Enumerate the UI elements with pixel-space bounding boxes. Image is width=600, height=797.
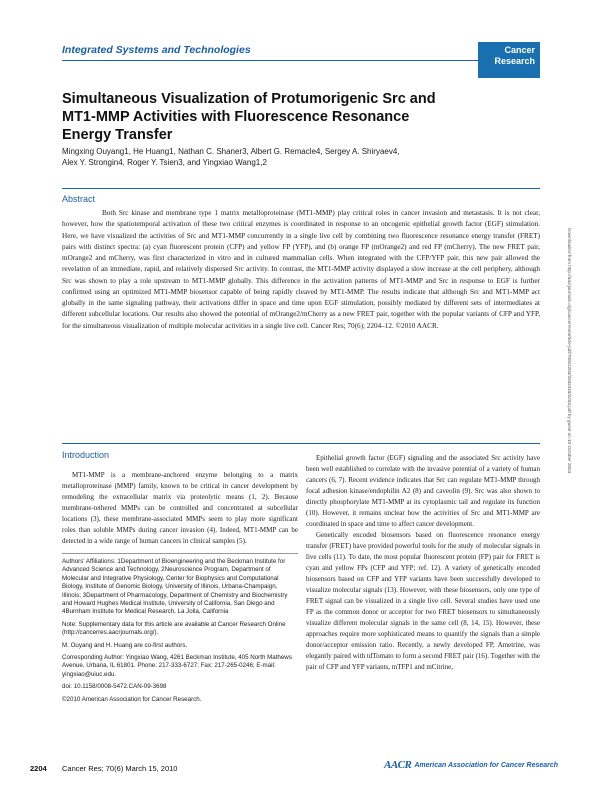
corresponding-note: Corresponding Author: Yingxiao Wang, 4261 Beckman Institute, 405 North Mathews Avenue, Urbana, IL 61801. Phone: 217-333-6727; Fax: 217-265-0246; E-mail: yingxiao@uiuc.edu.	[62, 654, 292, 678]
abstract-text	[62, 208, 540, 368]
authors-line1: Mingxing Ouyang1, He Huang1, Nathan C. Shaner3, Albert G. Remacle4, Sergey A. Shiryaev4,	[62, 147, 400, 156]
copyright-note: ©2010 American Association for Cancer Research.	[62, 695, 202, 703]
journal-name-line2: Research	[494, 56, 535, 66]
intro-right-column	[306, 453, 540, 673]
footer-citation: Cancer Res; 70(6) March 15, 2010	[62, 764, 178, 773]
intro-right-paragraph-1: Epithelial growth factor (EGF) signaling and the associated Src activity have been well established to correlate with the invasive potential of a variety of human cancers (6, 7). Recent evidence indicates that Src can regulate MT1-MMP through focal adhesion kinase/endophilin A2 (8) and caveolin (9). Src was also shown to directly phosphorylate MT1-MMP at its cytoplasmic tail and regulate its function (10). However, it remains unclear how the activities of Src and MT1-MMP are coordinated in space and time to affect cancer development.	[306, 454, 540, 528]
doi-note: doi: 10.1158/0008-5472.CAN-09-3698	[62, 683, 167, 691]
introduction-heading: Introduction	[62, 450, 110, 460]
intro-rule	[62, 443, 540, 444]
authors-line2: Alex Y. Strongin4, Roger Y. Tsien3, and Yingxiao Wang1,2	[62, 158, 267, 167]
section-label: Integrated Systems and Technologies	[62, 44, 251, 56]
intro-left-column	[62, 470, 298, 547]
intro-right-paragraph-2: Genetically encoded biosensors based on fluorescence resonance energy transfer (FRET) have provided powerful tools for the study of molecular signals in live cells (11). To date, the most popular fluorescent protein (FP) pair for FRET is cyan and yellow FPs (CFP and YFP; ref. 12). A variety of genetically encoded biosensors based on CFP and YFP variants have been successfully developed to visualize molecular signals (13). However, with these biosensors, only one type of FRET signal can be visualized in a single live cell. Several studies have used one FP as the common donor or acceptor for two FRET biosensors to simultaneously visualize different molecular signals in the same cell (8, 14, 15). However, these approaches require more sophisticated means to quantify the signals than a simple donor/acceptor emission ratio. Recently, a newly developed FP, Ametrine, was elegantly paired with tdTomato to form a second FRET pair (16). Together with the pair of CFP and YFP variants, mTFP1 and mCitrine,	[306, 531, 540, 671]
journal-name-line1: Cancer	[504, 45, 535, 55]
header-rule	[62, 60, 540, 61]
aacr-name: American Association for Cancer Research	[414, 761, 559, 769]
intro-left-paragraph: MT1-MMP is a membrane-anchored enzyme belonging to a matrix metalloproteinase (MMP) family, known to be critical in cancer development by remodeling the extracellular matrix via proteolytic means (1, 2). Because membrane-tethered MMPs can be controlled and concentrated at subcellular locations (3), these membrane-associated MMPs seem to play more significant roles than soluble MMPs during cancer invasion (4). Indeed, MT1-MMP can be detected in a wide range of human cancers in clinical samples (5).	[62, 471, 298, 545]
abstract-body: Both Src kinase and membrane type 1 matrix metalloproteinase (MT1-MMP) play critical roles in cancer invasion and metastasis. It is not clear, however, how the spatiotemporal activation of these two critical enzymes is coordinated in response to an oncogenic epithelial growth factor (EGF) stimulation. Here, we have visualized the activities of Src and MT1-MMP concurrently in a single live cell by combining two fluorescence resonance energy transfer (FRET) pairs with distinct spectra: (a) cyan fluorescent protein (CFP) and yellow FP (YFP), and (b) orange FP (mOrange2) and red FP (mCherry). The new FRET pair, mOrange2 and mCherry, was first characterized in vitro and in cultured mammalian cells. When integrated with the CFP/YFP pair, this new pair allowed the revelation of an immediate, rapid, and relatively dispersed Src activity. In contrast, the MT1-MMP activity displayed a slow increase at the cell periphery, although Src was shown to play a role upstream to MT1-MMP globally. This difference in the activation patterns of MT1-MMP and Src in response to EGF is further confirmed using an optimized MT1-MMP biosensor capable of being rapidly cleaved by MT1-MMP. The results indicate that although Src and MT1-MMP act globally in the same signaling pathway, their activations differ in space and time upon EGF stimulation, possibly mediated by different sets of intermediates at different subcellular locations. Our results also showed the potential of mOrange2/mCherry as a new FRET pair, together with the popular variants of CFP and YFP, for the simultaneous visualization of multiple molecular activities in a single live cell. Cancer Res; 70(6); 2204–12. ©2010 AACR.	[62, 209, 540, 330]
supplementary-note: Note: Supplementary data for this article are available at Cancer Research Online (http://cancerres.aacrjournals.org/).	[62, 620, 286, 637]
aacr-logo: AACR	[384, 759, 412, 771]
page-number: 2204	[30, 764, 47, 773]
abstract-heading: Abstract	[62, 194, 96, 204]
notes-rule	[62, 553, 298, 554]
aacr-logo-block	[384, 759, 558, 771]
download-note: Downloaded from http://aacrjournals.org/cancerres/article-pdf/70/6/2204/2632418/2204.pdf by guest on 10 October 2023	[567, 228, 572, 474]
cofirst-note: M. Ouyang and H. Huang are co-first authors.	[62, 641, 188, 649]
author-list	[62, 146, 482, 168]
article-title: Simultaneous Visualization of Protumorigenic Src and MT1-MMP Activities with Fluorescence Resonance Energy Transfer	[62, 91, 436, 143]
abstract-rule	[62, 188, 540, 189]
footnotes	[62, 558, 298, 708]
affiliations-note: Authors' Affiliations: 1Department of Bioengineering and the Beckman Institute for Advanced Science and Technology, 2Neuroscience Program, Department of Molecular and Integrative Physiology, Center for Biophysics and Computational Biology, Institute of Genomic Biology, University of Illinois, Urbana-Champaign, Illinois; 3Department of Pharmacology, Department of Chemistry and Biochemistry and Howard Hughes Medical Institute, University of California, San Diego and 4Burnham Institute for Medical Research, La Jolla, California	[62, 558, 288, 616]
journal-badge	[478, 42, 540, 78]
